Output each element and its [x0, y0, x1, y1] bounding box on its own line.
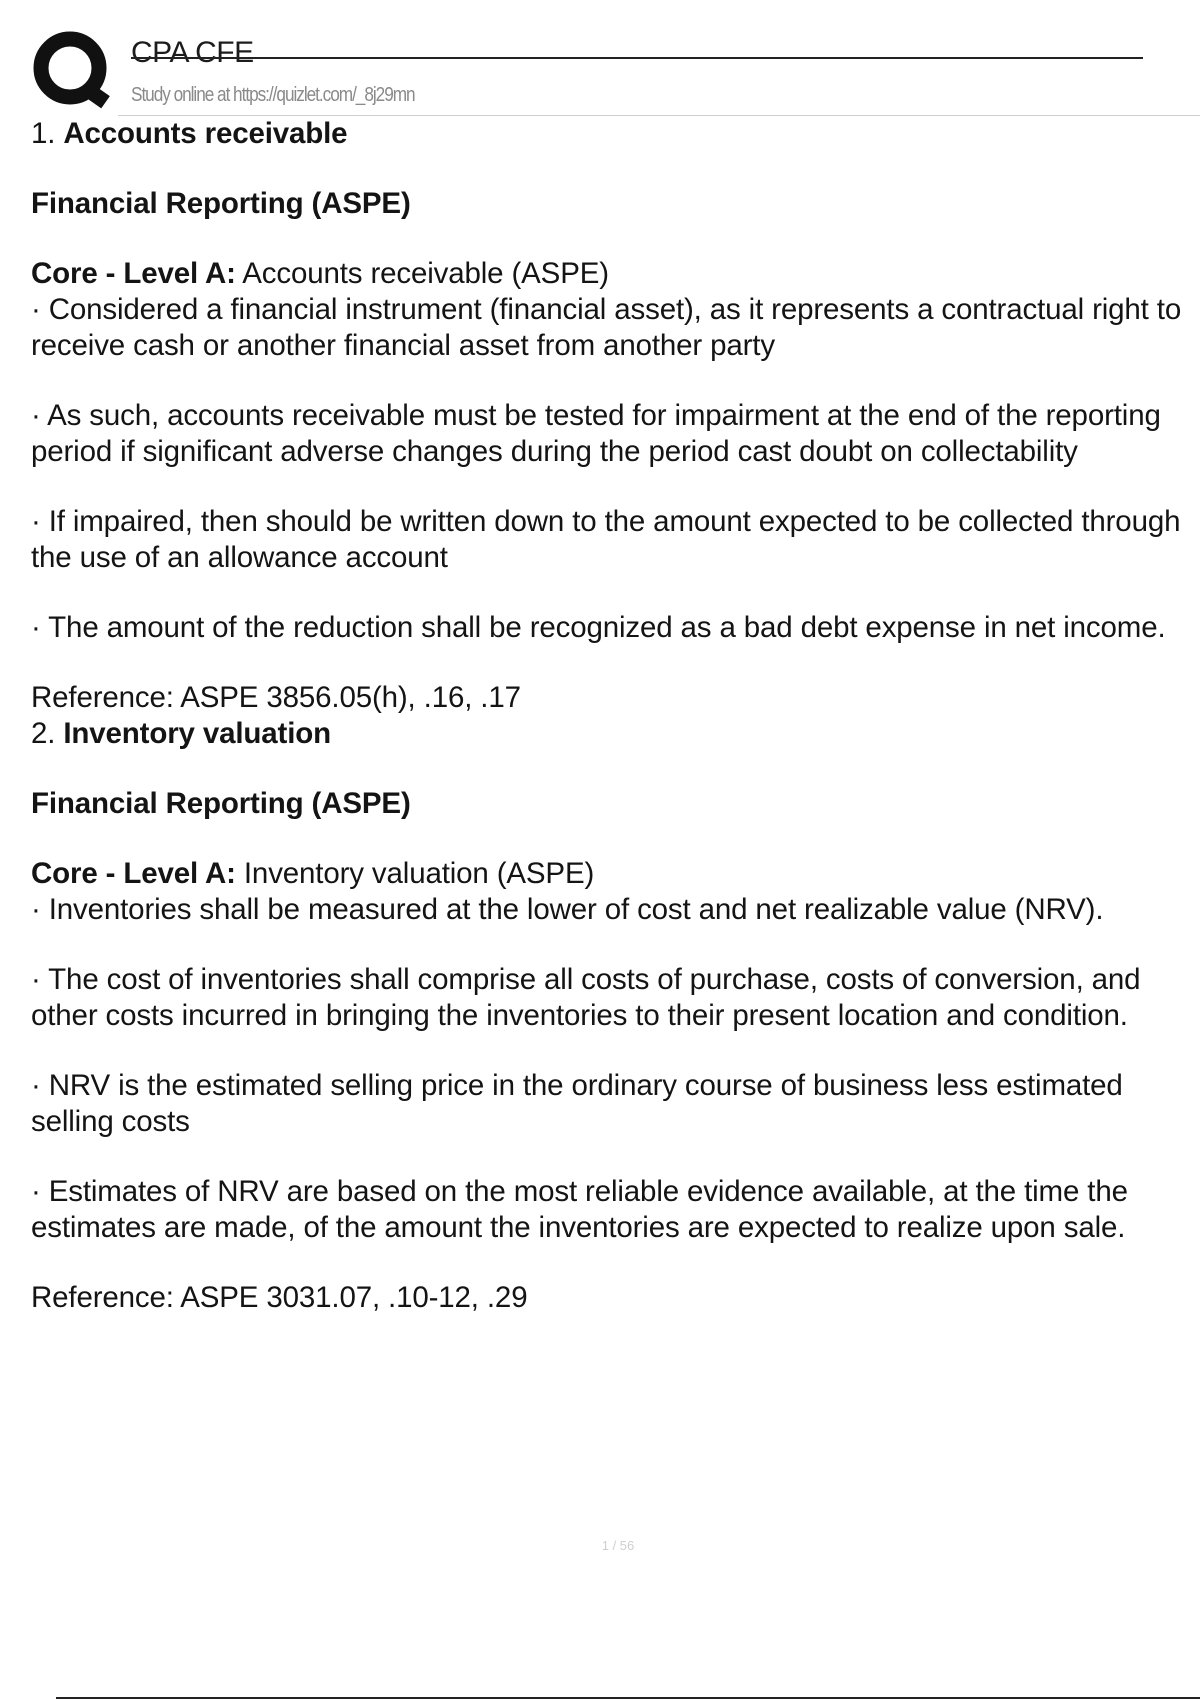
- card-number: 2.: [31, 717, 56, 750]
- level-label: Core - Level A:: [31, 257, 236, 290]
- card-level: [31, 856, 1196, 892]
- level-label: Core - Level A:: [31, 857, 236, 890]
- card-bullet: · Considered a financial instrument (financial asset), as it represents a contractual right to receive cash or another financial asset from another party: [31, 293, 1182, 362]
- card-number: 1.: [31, 117, 56, 150]
- card-heading: [31, 716, 1196, 752]
- card-bullet: · The cost of inventories shall comprise all costs of purchase, costs of conversion, and other costs incurred in bringing the inventories to their present location and condition.: [31, 963, 1141, 1032]
- page-header: [0, 0, 1200, 118]
- card-reference: Reference: ASPE 3031.07, .10-12, .29: [31, 1281, 528, 1314]
- card-category: Financial Reporting (ASPE): [31, 787, 411, 820]
- document-title: CPA CFE: [131, 36, 254, 69]
- card-bullet: · As such, accounts receivable must be tested for impairment at the end of the reporting period if significant adverse changes during the period cast doubt on collectability: [31, 399, 1161, 468]
- card-category: Financial Reporting (ASPE): [31, 187, 411, 220]
- flashcard-list: [31, 116, 1196, 1316]
- card-bullet: · The amount of the reduction shall be recognized as a bad debt expense in net income.: [31, 611, 1166, 644]
- title-divider: [131, 57, 1143, 59]
- card-term: Inventory valuation: [63, 717, 331, 750]
- card-level: [31, 256, 1196, 292]
- card-term: Accounts receivable: [63, 117, 348, 150]
- level-topic: Accounts receivable (ASPE): [242, 257, 609, 290]
- card-reference: Reference: ASPE 3856.05(h), .16, .17: [31, 681, 521, 714]
- flashcard: [31, 116, 1196, 716]
- card-heading: [31, 116, 1196, 152]
- quizlet-logo-icon: [32, 30, 114, 112]
- page-indicator: 1 / 56: [601, 1538, 635, 1553]
- flashcard: [31, 716, 1196, 1316]
- card-bullet: · Inventories shall be measured at the lower of cost and net realizable value (NRV).: [31, 893, 1104, 926]
- card-bullet: · NRV is the estimated selling price in the ordinary course of business less estimated selling costs: [31, 1069, 1123, 1138]
- footer-divider: [56, 1697, 1200, 1699]
- card-bullet: · Estimates of NRV are based on the most reliable evidence available, at the time the estimates are made, of the amount the inventories are expected to realize upon sale.: [31, 1175, 1128, 1244]
- card-bullet: · If impaired, then should be written down to the amount expected to be collected through the use of an allowance account: [31, 505, 1181, 574]
- level-topic: Inventory valuation (ASPE): [243, 857, 595, 890]
- study-online-link[interactable]: Study online at https://quizlet.com/_8j29mn: [131, 84, 415, 106]
